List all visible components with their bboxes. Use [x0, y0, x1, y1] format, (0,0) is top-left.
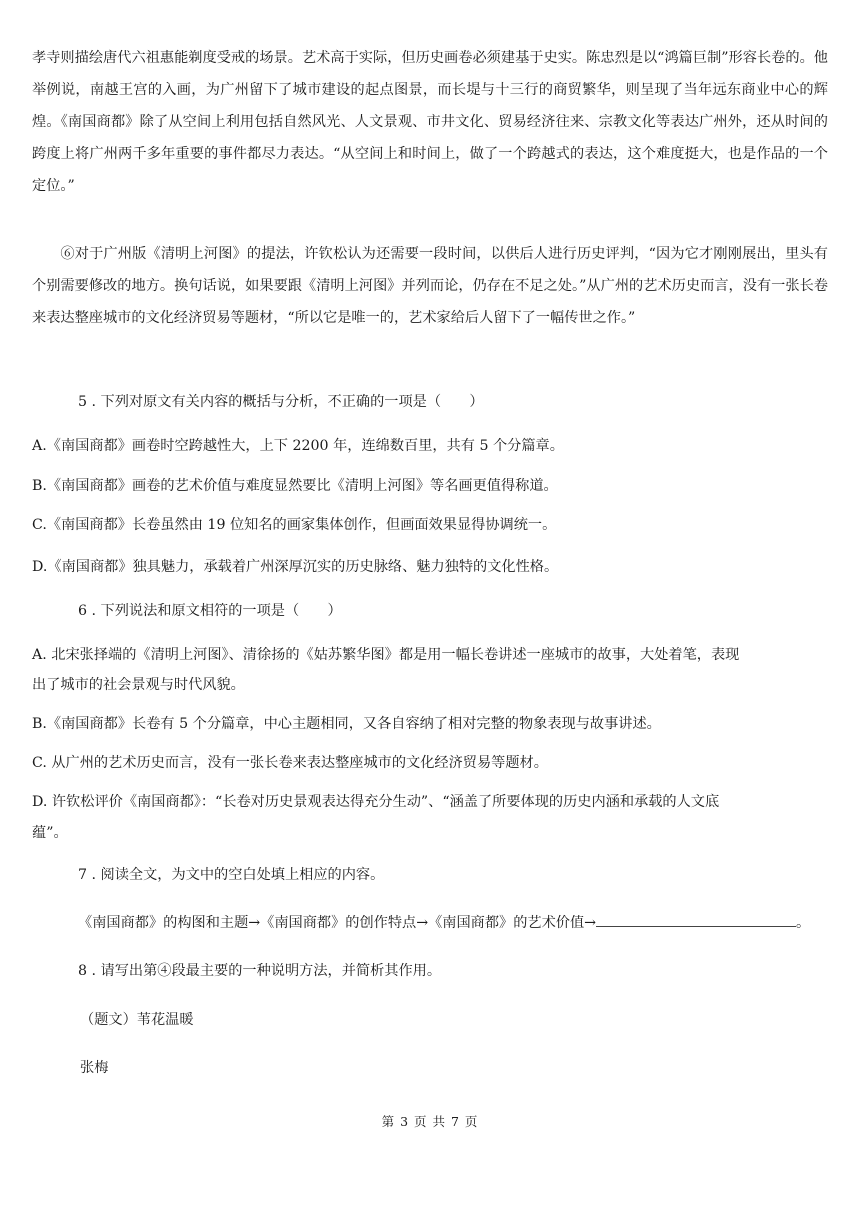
question-5-option-b: B.《南国商都》画卷的艺术价值与难度显然要比《清明上河图》等名画更值得称道。 [32, 478, 558, 494]
question-5-option-d: D.《南国商都》独具魅力，承载着广州深厚沉实的历史脉络、魅力独特的文化性格。 [32, 559, 559, 575]
question-7-flow-text: 《南国商都》的构图和主题→《南国商都》的创作特点→《南国商都》的艺术价值→ [78, 915, 597, 931]
question-6-option-d-line1: D. 许钦松评价《南国商都》：“长卷对历史景观表达得充分生动”、“涵盖了所要体现的历史内涵和承载的人文底 [32, 794, 720, 810]
question-6-option-d-line2: 蕴”。 [32, 825, 68, 841]
question-6-option-a-line1: A. 北宋张择端的《清明上河图》、清徐扬的《姑苏繁华图》都是用一幅长卷讲述一座城市的故事，大处着笔，表现 [32, 647, 740, 663]
question-6-option-b: B.《南国商都》长卷有 5 个分篇章，中心主题相同，又各自容纳了相对完整的物象表现与故事讲述。 [32, 716, 661, 732]
paragraph-intro: 孝寺则描绘唐代六祖惠能剃度受戒的场景。艺术高于实际，但历史画卷必须建基于史实。陈忠烈是以“鸿篇巨制”形容长卷的。他举例说，南越王宫的入画，为广州留下了城市建设的起点图景，而长堤与十三行的商贸繁华，则呈现了当年远东商业中心的辉煌。《南国商都》除了从空间上利用包括自然风光、人文景观、市井文化、贸易经济往来、宗教文化等表达广州外，还从时间的跨度上将广州两千多年重要的事件都尽力表达。“从空间上和时间上，做了一个跨越式的表达，这个难度挺大，也是作品的一个定位。” [32, 50, 828, 194]
question-6-stem: 6 . 下列说法和原文相符的一项是（ ） [78, 603, 342, 619]
question-7-flow-end: 。 [796, 915, 811, 931]
answer-blank[interactable] [596, 912, 796, 927]
question-6-option-c: C. 从广州的艺术历史而言，没有一张长卷来表达整座城市的文化经济贸易等题材。 [32, 755, 548, 771]
question-8-stem: 8 . 请写出第④段最主要的一种说明方法，并简析其作用。 [78, 963, 442, 979]
question-7-stem: 7 . 阅读全文，为文中的空白处填上相应的内容。 [78, 867, 385, 883]
question-5-option-a: A.《南国商都》画卷时空跨越性大，上下 2200 年，连绵数百里，共有 5 个分篇章。 [32, 438, 564, 454]
next-passage-author: 张梅 [80, 1060, 109, 1076]
question-7-flow [78, 912, 860, 934]
paragraph-6: ⑥对于广州版《清明上河图》的提法，许钦松认为还需要一段时间，以供后人进行历史评判，“因为它才刚刚展出，里头有个别需要修改的地方。换句话说，如果要跟《清明上河图》并列而论，仍存在不足之处。”从广州的艺术历史而言，没有一张长卷来表达整座城市的文化经济贸易等题材，“所以它是唯一的，艺术家给后人留下了一幅传世之作。” [32, 246, 828, 326]
page-footer: 第 3 页 共 7 页 [381, 1114, 479, 1129]
question-5-option-c: C.《南国商都》长卷虽然由 19 位知名的画家集体创作，但画面效果显得协调统一。 [32, 517, 557, 533]
question-5-stem: 5 . 下列对原文有关内容的概括与分析，不正确的一项是（ ） [78, 394, 484, 410]
question-6-option-a-line2: 出了城市的社会景观与时代风貌。 [32, 677, 245, 693]
next-passage-title: （题文）苇花温暖 [80, 1012, 194, 1028]
